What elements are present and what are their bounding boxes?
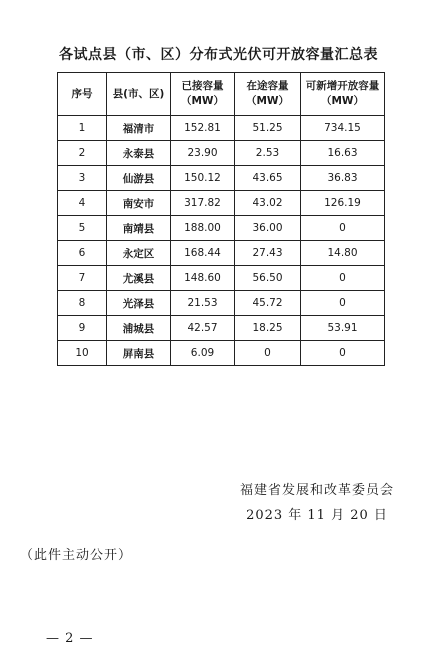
issue-date: 2023 年 11 月 20 日: [246, 508, 388, 523]
cell-connected: 152.81: [171, 116, 235, 141]
cell-index: 1: [58, 116, 107, 141]
cell-new-open: 0: [301, 216, 385, 241]
table-header-row: [58, 73, 385, 116]
cell-new-open: 16.63: [301, 141, 385, 166]
cell-under-construction: 18.25: [235, 316, 301, 341]
header-new-open-unit: （MW）: [320, 95, 365, 107]
header-connected-label: 已接容量: [181, 80, 224, 92]
cell-region: 福清市: [107, 116, 171, 141]
cell-region: 永定区: [107, 241, 171, 266]
cell-connected: 23.90: [171, 141, 235, 166]
table-row: [58, 241, 385, 266]
cell-new-open: 734.15: [301, 116, 385, 141]
page-number: — 2 —: [46, 631, 94, 646]
cell-under-construction: 51.25: [235, 116, 301, 141]
header-region: 县(市、区): [107, 73, 171, 116]
cell-connected: 148.60: [171, 266, 235, 291]
table-row: [58, 141, 385, 166]
table-row: [58, 316, 385, 341]
cell-new-open: 53.91: [301, 316, 385, 341]
cell-index: 6: [58, 241, 107, 266]
cell-under-construction: 43.65: [235, 166, 301, 191]
cell-index: 7: [58, 266, 107, 291]
cell-new-open: 0: [301, 291, 385, 316]
cell-region: 南安市: [107, 191, 171, 216]
cell-region: 仙游县: [107, 166, 171, 191]
cell-new-open: 0: [301, 341, 385, 366]
document-title: 各试点县（市、区）分布式光伏可开放容量汇总表: [59, 47, 378, 63]
cell-under-construction: 36.00: [235, 216, 301, 241]
cell-new-open: 36.83: [301, 166, 385, 191]
table-row: [58, 191, 385, 216]
cell-index: 8: [58, 291, 107, 316]
cell-index: 5: [58, 216, 107, 241]
capacity-table: [57, 72, 385, 366]
cell-connected: 21.53: [171, 291, 235, 316]
signature-block: [240, 478, 394, 528]
cell-under-construction: 45.72: [235, 291, 301, 316]
cell-connected: 42.57: [171, 316, 235, 341]
table-row: [58, 266, 385, 291]
table-row: [58, 216, 385, 241]
table-row: [58, 116, 385, 141]
cell-index: 3: [58, 166, 107, 191]
table-row: [58, 291, 385, 316]
disclosure-note: （此件主动公开）: [20, 548, 133, 563]
cell-index: 4: [58, 191, 107, 216]
header-connected-unit: （MW）: [180, 95, 225, 107]
header-connected-capacity: [171, 73, 235, 116]
cell-region: 光泽县: [107, 291, 171, 316]
cell-under-construction: 43.02: [235, 191, 301, 216]
cell-index: 2: [58, 141, 107, 166]
cell-region: 屏南县: [107, 341, 171, 366]
header-under-construction-capacity: [235, 73, 301, 116]
header-under-construction-unit: （MW）: [245, 95, 290, 107]
cell-connected: 150.12: [171, 166, 235, 191]
cell-under-construction: 2.53: [235, 141, 301, 166]
cell-region: 永泰县: [107, 141, 171, 166]
cell-connected: 6.09: [171, 341, 235, 366]
cell-connected: 317.82: [171, 191, 235, 216]
table-row: [58, 166, 385, 191]
cell-connected: 168.44: [171, 241, 235, 266]
cell-index: 10: [58, 341, 107, 366]
header-index: 序号: [58, 73, 107, 116]
cell-under-construction: 27.43: [235, 241, 301, 266]
header-new-open-label: 可新增开放容量: [305, 80, 380, 92]
cell-connected: 188.00: [171, 216, 235, 241]
header-new-open-capacity: [301, 73, 385, 116]
cell-under-construction: 0: [235, 341, 301, 366]
table-row: [58, 341, 385, 366]
cell-region: 浦城县: [107, 316, 171, 341]
cell-new-open: 14.80: [301, 241, 385, 266]
header-under-construction-label: 在途容量: [246, 80, 289, 92]
cell-region: 南靖县: [107, 216, 171, 241]
cell-under-construction: 56.50: [235, 266, 301, 291]
cell-new-open: 126.19: [301, 191, 385, 216]
cell-index: 9: [58, 316, 107, 341]
issuer-name: 福建省发展和改革委员会: [239, 483, 394, 498]
cell-new-open: 0: [301, 266, 385, 291]
cell-region: 尤溪县: [107, 266, 171, 291]
